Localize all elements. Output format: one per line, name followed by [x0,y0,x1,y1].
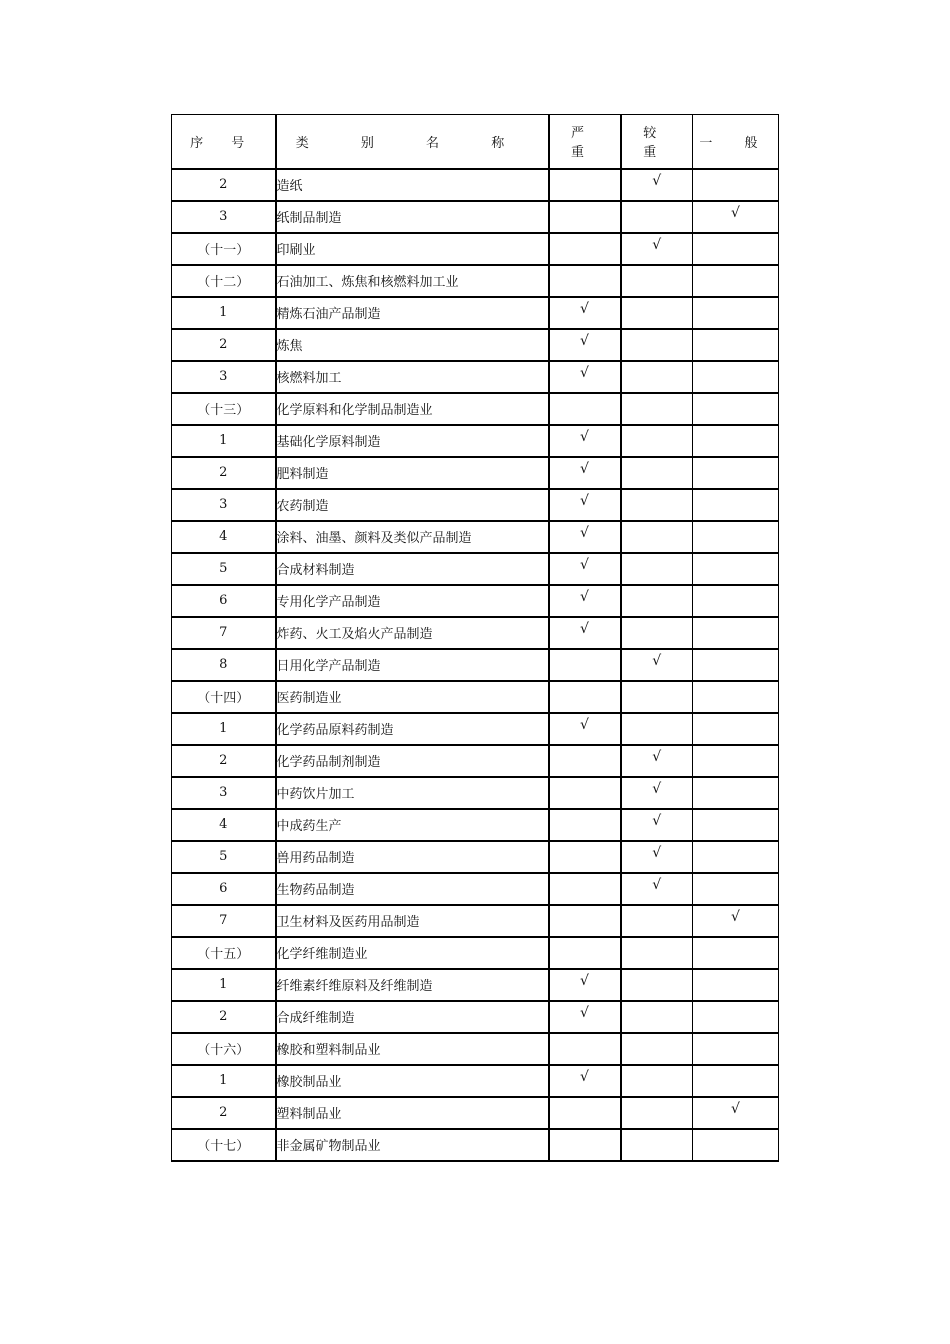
row-moderate-cell [621,905,693,937]
row-serious-cell [549,969,621,1001]
row-category-name: 橡胶和塑料制品业 [276,1033,549,1065]
table-header-row [172,115,779,169]
table-row [172,553,779,585]
row-moderate-cell [621,585,693,617]
table-row [172,1097,779,1129]
row-moderate-cell [621,1129,693,1161]
check-mark-icon: √ [731,1100,740,1117]
check-mark-icon: √ [580,524,589,541]
row-category-name: 化学药品制剂制造 [276,745,549,777]
row-general-cell [693,1097,779,1129]
row-general-cell [693,1065,779,1097]
row-serious-cell [549,873,621,905]
row-serious-cell [549,841,621,873]
row-general-cell [693,745,779,777]
table-row [172,169,779,201]
check-mark-icon: √ [652,844,662,861]
row-category-name: 化学纤维制造业 [276,937,549,969]
check-mark-icon: √ [580,556,589,573]
row-serious-cell [549,361,621,393]
table-row [172,521,779,553]
row-general-cell [693,521,779,553]
row-serious-cell [549,745,621,777]
check-mark-icon: √ [580,428,589,445]
row-general-cell [693,969,779,1001]
row-seq: 1 [172,713,276,745]
row-serious-cell [549,905,621,937]
row-category-name: 化学原料和化学制品制造业 [276,393,549,425]
check-mark-icon: √ [580,300,589,317]
row-serious-cell [549,521,621,553]
row-general-cell [693,873,779,905]
row-category-name: 合成材料制造 [276,553,549,585]
row-moderate-cell [621,969,693,1001]
row-category-name: 塑料制品业 [276,1097,549,1129]
row-category-name: 卫生材料及医药用品制造 [276,905,549,937]
row-seq: 5 [172,553,276,585]
check-mark-icon: √ [580,492,589,509]
table-row [172,265,779,297]
row-seq: （十一） [172,233,276,265]
row-serious-cell [549,329,621,361]
header-serious: 严 重 [549,115,621,169]
row-seq: 2 [172,169,276,201]
row-moderate-cell [621,873,693,905]
table-row [172,937,779,969]
row-serious-cell [549,713,621,745]
row-serious-cell [549,1033,621,1065]
row-serious-cell [549,1065,621,1097]
row-moderate-cell [621,361,693,393]
row-serious-cell [549,1097,621,1129]
check-mark-icon: √ [580,1068,589,1085]
table-row [172,457,779,489]
row-moderate-cell [621,617,693,649]
row-seq: 2 [172,457,276,489]
row-serious-cell [549,1001,621,1033]
table-row [172,1033,779,1065]
row-category-name: 专用化学产品制造 [276,585,549,617]
row-serious-cell [549,457,621,489]
table-row [172,233,779,265]
row-seq: 1 [172,969,276,1001]
table-row [172,489,779,521]
table-row [172,297,779,329]
check-mark-icon: √ [652,172,662,189]
header-moderate: 较 重 [621,115,693,169]
row-category-name: 纤维素纤维原料及纤维制造 [276,969,549,1001]
row-category-name: 基础化学原料制造 [276,425,549,457]
check-mark-icon: √ [580,1004,589,1021]
row-moderate-cell [621,201,693,233]
row-moderate-cell [621,1065,693,1097]
row-general-cell [693,425,779,457]
row-moderate-cell [621,297,693,329]
row-seq: 4 [172,809,276,841]
row-seq: 2 [172,1097,276,1129]
row-general-cell [693,649,779,681]
row-general-cell [693,201,779,233]
table-row [172,425,779,457]
check-mark-icon: √ [652,812,662,829]
row-general-cell [693,297,779,329]
header-seq: 序 号 [172,115,276,169]
table-row [172,617,779,649]
row-general-cell [693,1001,779,1033]
row-serious-cell [549,297,621,329]
row-category-name: 纸制品制造 [276,201,549,233]
row-category-name: 精炼石油产品制造 [276,297,549,329]
row-seq: （十三） [172,393,276,425]
row-seq: 2 [172,1001,276,1033]
row-moderate-cell [621,457,693,489]
row-general-cell [693,169,779,201]
row-moderate-cell [621,841,693,873]
table-row [172,873,779,905]
row-category-name: 中药饮片加工 [276,777,549,809]
row-serious-cell [549,233,621,265]
row-seq: 3 [172,361,276,393]
row-seq: 2 [172,745,276,777]
row-general-cell [693,361,779,393]
table-row [172,777,779,809]
row-general-cell [693,905,779,937]
row-category-name: 核燃料加工 [276,361,549,393]
row-moderate-cell [621,553,693,585]
row-category-name: 炼焦 [276,329,549,361]
row-category-name: 合成纤维制造 [276,1001,549,1033]
row-serious-cell [549,489,621,521]
row-serious-cell [549,777,621,809]
table-row [172,1065,779,1097]
row-moderate-cell [621,489,693,521]
row-serious-cell [549,265,621,297]
table-row [172,681,779,713]
row-seq: （十六） [172,1033,276,1065]
row-seq: 1 [172,1065,276,1097]
row-moderate-cell [621,745,693,777]
row-category-name: 农药制造 [276,489,549,521]
row-general-cell [693,809,779,841]
row-serious-cell [549,169,621,201]
header-general: 一 般 [693,115,779,169]
row-seq: 1 [172,425,276,457]
row-category-name: 兽用药品制造 [276,841,549,873]
table-row [172,1001,779,1033]
row-seq: （十五） [172,937,276,969]
row-seq: 7 [172,905,276,937]
header-category: 类 别 名 称 [276,115,549,169]
row-serious-cell [549,553,621,585]
row-moderate-cell [621,265,693,297]
table-row [172,809,779,841]
row-moderate-cell [621,937,693,969]
row-seq: 7 [172,617,276,649]
row-general-cell [693,329,779,361]
check-mark-icon: √ [652,748,662,765]
row-general-cell [693,681,779,713]
row-general-cell [693,265,779,297]
row-category-name: 橡胶制品业 [276,1065,549,1097]
row-general-cell [693,393,779,425]
row-category-name: 化学药品原料药制造 [276,713,549,745]
row-category-name: 非金属矿物制品业 [276,1129,549,1161]
table-row [172,969,779,1001]
check-mark-icon: √ [580,332,589,349]
row-category-name: 肥料制造 [276,457,549,489]
check-mark-icon: √ [731,908,740,925]
row-general-cell [693,841,779,873]
row-moderate-cell [621,169,693,201]
row-category-name: 印刷业 [276,233,549,265]
check-mark-icon: √ [580,972,589,989]
row-category-name: 生物药品制造 [276,873,549,905]
table-row [172,393,779,425]
row-moderate-cell [621,393,693,425]
table-body [172,115,779,1161]
industry-severity-table [171,114,779,1162]
row-seq: （十四） [172,681,276,713]
table-row [172,841,779,873]
row-moderate-cell [621,1001,693,1033]
check-mark-icon: √ [580,460,589,477]
row-seq: 2 [172,329,276,361]
row-general-cell [693,1033,779,1065]
row-serious-cell [549,809,621,841]
table-row [172,745,779,777]
row-category-name: 石油加工、炼焦和核燃料加工业 [276,265,549,297]
row-serious-cell [549,681,621,713]
row-serious-cell [549,585,621,617]
row-moderate-cell [621,1033,693,1065]
check-mark-icon: √ [652,780,662,797]
row-serious-cell [549,201,621,233]
row-general-cell [693,489,779,521]
row-moderate-cell [621,425,693,457]
row-serious-cell [549,937,621,969]
row-general-cell [693,1129,779,1161]
row-moderate-cell [621,809,693,841]
row-category-name: 炸药、火工及焰火产品制造 [276,617,549,649]
row-category-name: 中成药生产 [276,809,549,841]
row-seq: 3 [172,201,276,233]
row-general-cell [693,553,779,585]
table-row [172,713,779,745]
check-mark-icon: √ [652,876,662,893]
row-category-name: 涂料、油墨、颜料及类似产品制造 [276,521,549,553]
row-general-cell [693,713,779,745]
row-seq: （十七） [172,1129,276,1161]
row-seq: 3 [172,489,276,521]
row-moderate-cell [621,713,693,745]
row-general-cell [693,457,779,489]
row-serious-cell [549,425,621,457]
check-mark-icon: √ [580,588,589,605]
row-general-cell [693,777,779,809]
row-seq: （十二） [172,265,276,297]
row-moderate-cell [621,233,693,265]
row-seq: 6 [172,873,276,905]
row-serious-cell [549,1129,621,1161]
row-seq: 4 [172,521,276,553]
check-mark-icon: √ [580,716,589,733]
row-seq: 8 [172,649,276,681]
check-mark-icon: √ [580,620,589,637]
table-row [172,201,779,233]
row-seq: 1 [172,297,276,329]
table-row [172,905,779,937]
table-row [172,585,779,617]
row-seq: 6 [172,585,276,617]
row-seq: 5 [172,841,276,873]
row-category-name: 日用化学产品制造 [276,649,549,681]
row-moderate-cell [621,329,693,361]
check-mark-icon: √ [652,652,662,669]
row-general-cell [693,585,779,617]
check-mark-icon: √ [652,236,662,253]
row-moderate-cell [621,649,693,681]
table-row [172,1129,779,1161]
row-moderate-cell [621,681,693,713]
row-category-name: 造纸 [276,169,549,201]
table-row [172,361,779,393]
row-general-cell [693,617,779,649]
row-serious-cell [549,617,621,649]
row-general-cell [693,233,779,265]
table-row [172,649,779,681]
row-general-cell [693,937,779,969]
row-moderate-cell [621,777,693,809]
row-category-name: 医药制造业 [276,681,549,713]
row-serious-cell [549,393,621,425]
row-seq: 3 [172,777,276,809]
check-mark-icon: √ [731,204,740,221]
row-moderate-cell [621,1097,693,1129]
row-moderate-cell [621,521,693,553]
row-serious-cell [549,649,621,681]
table-row [172,329,779,361]
check-mark-icon: √ [580,364,589,381]
